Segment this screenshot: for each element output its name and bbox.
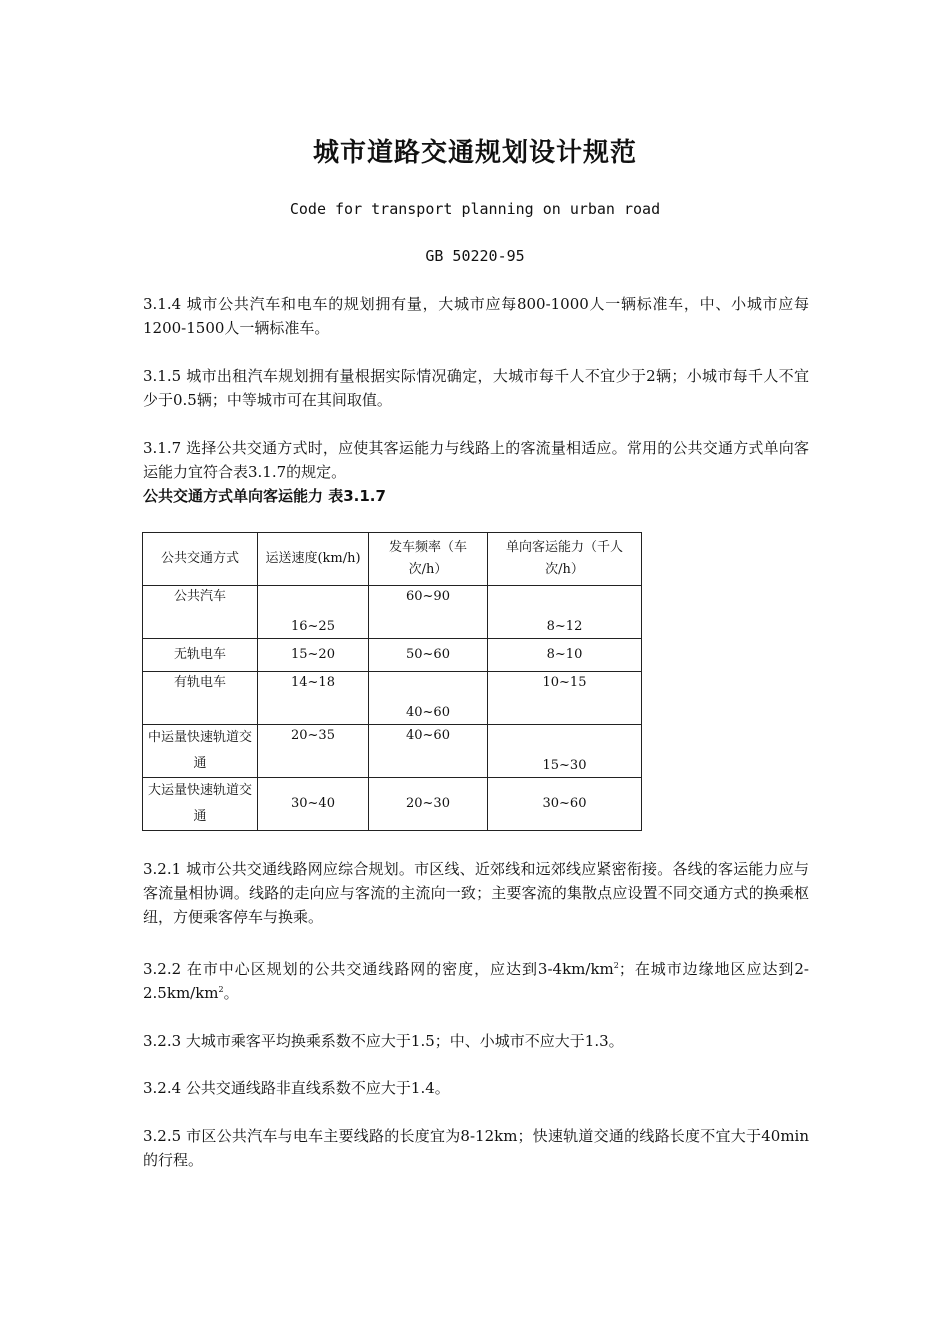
clause-3-2-2-part-b: ；在城市边缘地区应达到2-2.5km/km	[143, 960, 809, 1002]
cell-frequency: 20~30	[369, 778, 488, 831]
cell-capacity: 8~10	[488, 639, 642, 672]
cell-mode: 无轨电车	[143, 639, 258, 672]
header-speed: 运送速度(km/h)	[258, 533, 369, 586]
superscript-2: 2	[613, 961, 619, 970]
cell-frequency: 40~60	[369, 725, 488, 778]
clause-3-2-2-part-a: 3.2.2 在市中心区规划的公共交通线路网的密度，应达到3-4km/km	[143, 960, 614, 978]
cell-speed: 16~25	[258, 586, 369, 639]
clause-3-2-4: 3.2.4 公共交通线路非直线系数不应大于1.4。	[143, 1079, 450, 1097]
cell-speed: 30~40	[258, 778, 369, 831]
clause-3-1-5: 3.1.5 城市出租汽车规划拥有量根据实际情况确定，大城市每千人不宜少于2辆；小城市每千人不宜少于0.5辆；中等城市可在其间取值。	[143, 367, 809, 409]
cell-mode: 公共汽车	[143, 586, 258, 639]
cell-mode: 中运量快速轨道交通	[143, 725, 258, 778]
cell-capacity: 8~12	[488, 586, 642, 639]
table-row	[143, 586, 642, 639]
header-mode: 公共交通方式	[143, 533, 258, 586]
clause-3-1-7: 3.1.7 选择公共交通方式时，应使其客运能力与线路上的客流量相适应。常用的公共交通方式单向客运能力宜符合表3.1.7的规定。	[143, 439, 809, 481]
cell-capacity: 30~60	[488, 778, 642, 831]
cell-frequency: 50~60	[369, 639, 488, 672]
clause-3-2-2-part-c: 。	[223, 984, 239, 1002]
cell-frequency: 40~60	[369, 672, 488, 725]
document-subtitle: Code for transport planning on urban road	[289, 200, 661, 218]
table-caption: 公共交通方式单向客运能力 表3.1.7	[143, 487, 386, 505]
table-row	[143, 778, 642, 831]
cell-mode: 大运量快速轨道交通	[143, 778, 258, 831]
clause-3-1-4: 3.1.4 城市公共汽车和电车的规划拥有量，大城市应每800-1000人一辆标准车，中、小城市应每1200-1500人一辆标准车。	[143, 295, 809, 337]
document-title: 城市道路交通规划设计规范	[312, 138, 637, 168]
cell-mode: 有轨电车	[143, 672, 258, 725]
table-row	[143, 639, 642, 672]
clause-3-2-5: 3.2.5 市区公共汽车与电车主要线路的长度宜为8-12km；快速轨道交通的线路长度不宜大于40min的行程。	[143, 1127, 809, 1169]
cell-capacity: 15~30	[488, 725, 642, 778]
clause-3-2-2	[143, 957, 809, 1005]
table-row	[143, 725, 642, 778]
header-frequency: 发车频率（车次/h）	[369, 533, 488, 586]
cell-capacity: 10~15	[488, 672, 642, 725]
clause-3-2-3: 3.2.3 大城市乘客平均换乘系数不应大于1.5；中、小城市不应大于1.3。	[143, 1032, 624, 1050]
standard-code: GB 50220-95	[425, 247, 525, 265]
cell-speed: 15~20	[258, 639, 369, 672]
transit-capacity-table	[142, 532, 642, 831]
cell-frequency: 60~90	[369, 586, 488, 639]
clause-3-2-1: 3.2.1 城市公共交通线路网应综合规划。市区线、近郊线和远郊线应紧密衔接。各线的客运能力应与客流量相协调。线路的走向应与客流的主流向一致；主要客流的集散点应设置不同交通方式的换乘枢纽，方便乘客停车与换乘。	[143, 860, 809, 926]
cell-speed: 14~18	[258, 672, 369, 725]
table-header-row	[143, 533, 642, 586]
cell-speed: 20~35	[258, 725, 369, 778]
header-capacity: 单向客运能力（千人次/h）	[488, 533, 642, 586]
table-row	[143, 672, 642, 725]
superscript-2: 2	[218, 985, 224, 994]
